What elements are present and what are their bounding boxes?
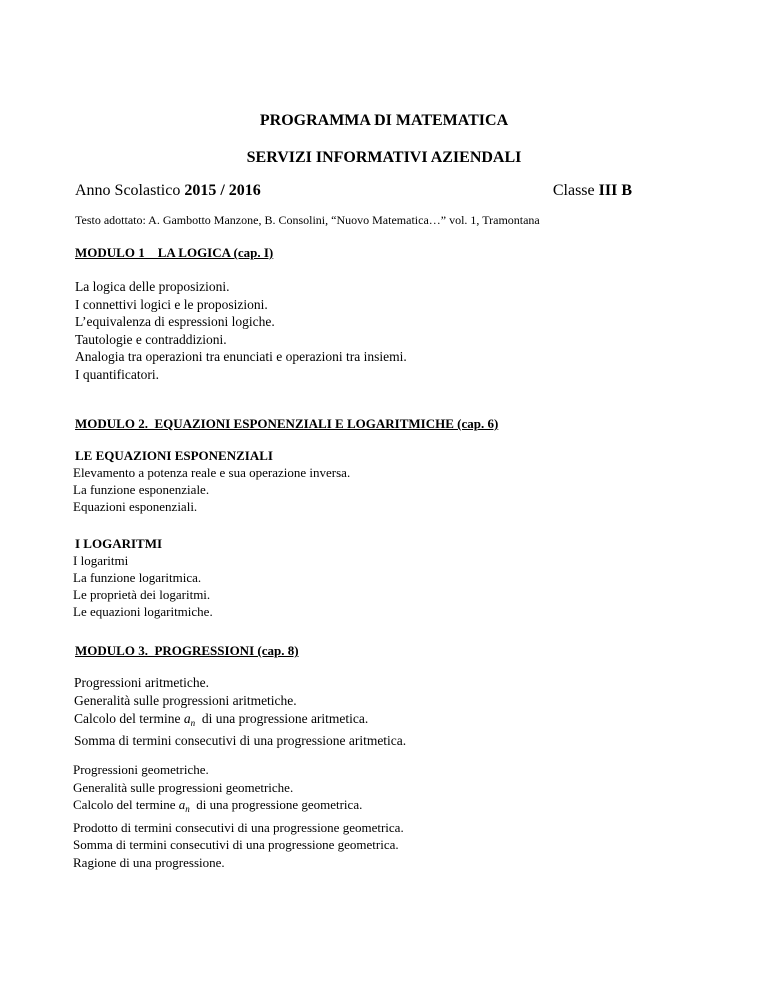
section-logaritmi-title: I LOGARITMI [75, 536, 163, 551]
list-item: Somma di termini consecutivi di una progressione aritmetica. [74, 733, 407, 748]
school-year: Anno Scolastico 2015 / 2016 [75, 182, 261, 199]
list-item: Analogia tra operazioni tra enunciati e operazioni tra insiemi. [75, 349, 407, 365]
class-label: Classe III B [552, 182, 632, 199]
modulo-1-heading: MODULO 1 LA LOGICA (cap. I) [75, 245, 274, 260]
modulo-2-heading: MODULO 2. EQUAZIONI ESPONENZIALI E LOGARITMICHE (cap. 6) [75, 416, 499, 431]
list-item: Prodotto di termini consecutivi di una progressione geometrica. [73, 819, 404, 835]
list-item: Progressioni aritmetiche. [74, 675, 209, 690]
list-item: Calcolo del termine $a_n$ di una progressione geometrica. [73, 797, 363, 815]
list-item: Tautologie e contraddizioni. [75, 331, 227, 347]
list-item: Calcolo del termine $a_n$ di una progressione aritmetica. [74, 711, 369, 728]
section-logaritmi-list [73, 552, 213, 620]
list-item: Equazioni esponenziali. [73, 499, 198, 514]
list-item: Le proprietà dei logaritmi. [73, 587, 211, 602]
progressioni-geometriche-list [73, 761, 404, 872]
list-item: Generalità sulle progressioni aritmetiche. [74, 693, 297, 708]
textbook-line: Testo adottato: A. Gambotto Manzone, B. Consolini, “Nuovo Matematica…” vol. 1, Tramontana [75, 213, 540, 227]
list-item: Le equazioni logaritmiche. [73, 604, 213, 619]
page-title: PROGRAMMA DI MATEMATICA [259, 112, 509, 129]
list-item: La funzione logaritmica. [73, 570, 202, 585]
modulo-3-heading: MODULO 3. PROGRESSIONI (cap. 8) [75, 643, 299, 658]
list-item: Somma di termini consecutivi di una progressione geometrica. [73, 837, 399, 853]
list-item: I quantificatori. [75, 366, 159, 382]
list-item: La funzione esponenziale. [73, 482, 210, 497]
progressioni-aritmetiche-list [74, 674, 406, 750]
list-item: Progressioni geometriche. [73, 762, 209, 777]
list-item: Elevamento a potenza reale e sua operazione inversa. [73, 465, 351, 480]
list-item: I logaritmi [73, 553, 129, 568]
page-subtitle: SERVIZI INFORMATIVI AZIENDALI [246, 149, 522, 166]
list-item: L’equivalenza di espressioni logiche. [75, 314, 275, 330]
section-esponenziali-title: LE EQUAZIONI ESPONENZIALI [75, 448, 273, 463]
term-an: $a_n$ [178, 797, 190, 815]
modulo-1-list [75, 278, 407, 384]
list-item: I connettivi logici e le proposizioni. [75, 296, 268, 312]
list-item: Generalità sulle progressioni geometriche. [73, 779, 294, 795]
section-esponenziali-list [73, 464, 350, 515]
list-item: La logica delle proposizioni. [75, 279, 230, 294]
list-item: Ragione di una progressione. [73, 854, 225, 870]
term-an: $a_n$ [183, 711, 196, 728]
